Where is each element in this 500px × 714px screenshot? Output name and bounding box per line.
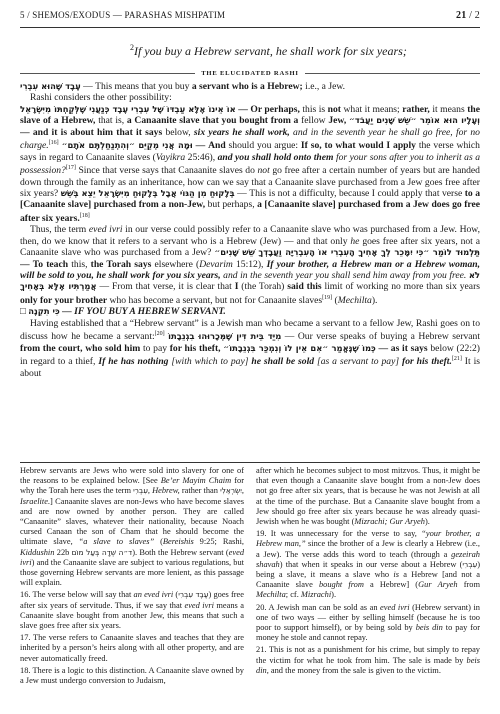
footnote [256,466,480,527]
text-run: eved ivri [20,547,244,567]
text-run: ; cf. [285,590,301,600]
text-run: Be’er Mayim Chaim [160,476,232,486]
text-run: ) that when it speaks in our verse about a Hebrew ( [279,559,463,569]
text-run: eved ivri [88,224,123,236]
text-run: who has become a servant, but not for Canaanite slaves [107,295,323,307]
text-run: ( [173,590,179,600]
dibbur-hamaschil [20,306,480,317]
text-run: — as it says [375,342,428,354]
text-run: — IF YOU BUY A HEBREW SERVANT. [59,306,226,318]
text-run: Kiddushin [20,547,55,557]
text-run: ). [331,590,337,600]
text-run: since the brother of a Jew is clearly a Hebrew (i.e., a Jew). The verse adds this word to teach (through a [256,539,480,559]
text-run: , [241,486,244,496]
text-run: this, [68,258,91,270]
text-run: — Our verse speaks of buying a Hebrew servant [281,331,480,343]
text-run: — and it is about him that it says [20,126,163,138]
text-run: Rashi considers the other possibility: [30,92,172,104]
running-header [20,4,480,26]
text-run: below, [162,126,194,138]
footnotes [20,466,480,710]
text-run: eved ivri [184,600,214,610]
text-run: כִּי תִקְנֶה [28,306,60,317]
text-run: 17. The verse refers to Canaanite slaves and teaches that they are inherited by a person’s heirs along with all other property, and are never automatically freed. [20,633,244,663]
text-run: below (22:2) in regard to a thief, [20,342,480,368]
text-run: fellow [298,115,329,127]
commentary-paragraph [20,224,480,306]
text-run: Mizrachi [300,590,332,600]
footnote [256,603,480,644]
section-banner [20,67,480,79]
text-run: from [457,580,480,590]
text-run: go free after a certain number of years but are handed down through the family as an inheritance, how can we say that a Canaanite slave purchased from a Jew goes free after six years? [20,165,480,200]
text-run: rather than [179,486,221,496]
text-run: Hebrew, [152,486,180,496]
text-run: limit of working no more than six years [321,281,480,293]
text-run: in our verse could possibly refer to a Canaanite slave who was purchased from a Jew. How, then, do we know that it refers to a servant who is a Hebrew (Jew) — and that only [20,224,480,247]
text-run: ד״ה שְׁדָה בְּעַל מוֹם [71,547,133,557]
text-run: 21. This is not as a punishment for his crime, but simply to repay the victim for what he took from him. The sale is made by [256,645,480,665]
text-run: עִבְרִי [133,486,148,496]
text-run: a Hebrew [and not a Canaanite slave [256,570,480,590]
text-run: he shall be sold [251,356,315,368]
text-run: Mechilta [337,295,372,307]
text-run: Since that verse says that Canaanite slaves do [75,165,258,177]
text-run: Devarim [199,258,233,270]
footnote [20,466,244,588]
text-run: beis din [415,623,443,633]
text-run: [20] [154,331,165,338]
text-run: a [Canaanite slave] purchased from a Jew does go free after six years. [20,199,480,225]
text-run: It is about [20,356,480,379]
header-rule [20,27,480,28]
text-run: ) and the Canaanite slave are subject to various regulations, but those governing Hebrew servants are more lenient, as this passage will explain. [20,557,244,588]
text-run: and in the seventh year he shall go free, for no charge. [20,126,480,152]
text-run: for your sons after you to inherit as a possession? [20,151,480,177]
text-run: an eved ivri [133,590,174,600]
text-run: If you buy a Hebrew servant, he shall work for six years; [134,44,407,58]
text-run: / 2 [466,9,480,21]
text-run: 19. It was unnecessary for the verse to say, [256,529,422,539]
text-run: should you argue: [225,140,301,152]
text-run: ). [424,517,430,527]
text-run: from the court, who sold him [20,342,141,354]
text-run: לֹא אֲמַרְתִּיו אֶלָּא בְּאָחִיךָ [20,270,480,292]
text-run: [19] [322,294,333,301]
text-run: , [147,486,153,496]
text-run: Hebrew servants are Jews who were sold into slavery for one of the reasons to be explained below. [See [20,466,244,486]
text-run: elsewhere ( [151,258,200,270]
text-run: and in the seventh year you shall send him away from you free. [220,270,467,282]
text-run: 9:25; Rashi, [193,537,244,547]
text-run: כְּמוֹ שֶׁנֶּאֱמַר ״אִם אֵין לוֹ וְנִמְכַּר בִּגְנֵבָתוֹ״ [223,342,376,353]
text-run: beis din [256,655,480,675]
text-run: a Hebrew] ( [363,580,419,590]
text-run: rather, [402,103,430,115]
commentary-body [20,81,480,458]
footnote-column-right [256,466,480,710]
text-run: said this [287,281,322,293]
text-run: [17] [65,165,76,172]
text-run: 20. A Jewish man can be sold as an [256,602,381,612]
footnote-divider [20,462,480,463]
text-run: — This is not a difficulty, because I could apply that verse [234,188,465,200]
text-run: Israelite [20,496,48,506]
commentary-paragraph [20,81,480,92]
text-run: עִבְרִי [462,559,478,569]
text-run: עֶבֶד עִבְרִי [178,590,209,600]
banner-label: THE ELUCIDATED RASHI [201,69,299,77]
text-run: not [327,103,341,115]
text-run: only for your brother [20,295,108,307]
text-run: six years he shall work, [193,126,290,138]
text-run: after which he becomes subject to most mitzvos. Thus, it might be that even though a Canaanite slave bought from a non-Jew does not go free after six years, that is because he was not Jewish at all at the time of the purchase. But a Canaanite slave bought from a Jew should go free after six years because he was already quasi-Jewish when he was bought ( [256,466,480,527]
text-run: בְּלָקוּחַ מִן הַגּוֹי אֲבָל בְּלָקוּחַ מִיִּשְׂרָאֵל יֵצֵא בְּשֵׁשׁ [60,188,235,199]
text-run: [21] [451,356,462,363]
text-run: this is [299,103,328,115]
text-run: Mizrachi; Gur Aryeh [354,517,425,527]
text-run: is [393,570,399,580]
text-run: bought from [318,580,364,590]
text-run: and you shall hold onto them [217,151,334,163]
text-run: מִיַּד בֵּית דִּין שֶׁמְּכָרוּהוּ בִגְנֵבָתוֹ [168,331,282,342]
text-run: ). [371,295,378,307]
text-run: — To teach [20,258,69,270]
text-run: it means [429,103,468,115]
verse-number: 2 [130,43,134,52]
text-run: 15:12), [232,258,267,270]
text-run: goes free after six years, not a Canaanite slave who was purchased from a Jew? [20,235,480,259]
text-run: [16] [48,140,59,147]
banner-line-right [305,73,480,74]
text-run: 22b [54,547,72,557]
text-run: [18] [79,212,90,219]
text-run: “your brother, a Hebrew man,” [256,529,480,549]
text-run: a servant who is a Hebrew; [191,81,303,92]
text-run: a Canaanite slave that you bought from a [126,115,299,127]
text-run: If your brother, a Hebrew man or a Hebrew woman, will be sold to you, he shall work for you six years, [20,258,480,282]
text-run: [as a servant to pay] [314,356,403,368]
text-run: Gur Aryeh [418,580,458,590]
text-run: 16. The verse below will say that [20,590,134,600]
text-run: וְעָלָיו הוּא אוֹמֵר ״שֵׁשׁ שָׁנִים יַעֲבֹד״ [348,115,480,126]
text-run: Vayikra [155,151,186,163]
text-run: but perhaps, [205,199,258,211]
text-run: i.e., a Jew. [302,81,346,92]
footnote [20,666,244,686]
header-title: 5 / SHEMOS/EXODUS — PARASHAS MISHPATIM [20,10,226,20]
text-run: תַּלְמוּד לוֹמַר ״כִּי יִמָּכֵר לְךָ אָחִיךָ הָעִבְרִי אוֹ הָעִבְרִיָּה וַעֲבָדְךָ שֵׁשׁ שָׁנִים״ [214,247,480,258]
banner-line-left [20,73,195,74]
text-run: (Hebrew servant) in one of two ways — either by selling himself (because he is too poor to support himself), or by being sold by [256,602,480,633]
text-run: gezeirah shavah [256,549,480,569]
footnote [256,529,480,600]
text-run: “a slave to slaves” [78,537,155,547]
text-run: אוֹ אֵינוֹ אֶלָּא עַבְדּוֹ שֶׁל עִבְרִי עֶבֶד כְּנַעֲנִי שֶׁלְּקַחְתּוֹ מִיִּשְׂרָאֵל [20,103,236,114]
text-run: to pay [140,342,170,354]
text-run: Having established that a “Hebrew servant” is a Jewish man who became a servant to a fellow Jew, Rashi goes on to discuss how he became a servant: [20,317,480,343]
text-run: ) being a slave, it means a slave who [256,559,480,580]
text-run: to pay for money he stole and cannot repay. [256,623,480,643]
text-run: Thus, the term [30,224,89,236]
text-run: to a [Canaanite slave] purchased from a non-Jew, [20,188,480,211]
text-run: Bereishis [162,537,194,547]
text-run: means a Canaanite slave bought from another Jew, this means that such a slave goes free after six years. [20,600,244,631]
text-run: what it means; [341,103,403,115]
text-run: 21 [456,9,467,21]
text-run: If he has nothing [98,356,169,368]
commentary-paragraph [20,318,480,379]
text-run: eved ivri [380,602,410,612]
text-run: 18. There is a logic to this distinction. A Canaanite slave owned by a Jew must undergo conversion to Judaism, [20,665,244,686]
text-run: — Or perhaps, [235,103,300,115]
text-run: ( [332,295,338,307]
commentary-paragraph [20,92,480,103]
text-run: the verse which says in regard to Canaanite slaves ( [20,140,480,163]
text-run: for why the Torah here uses the term [20,476,244,496]
text-run: יִשְׂרְאֵלִי [220,486,242,496]
text-run: that is, [95,115,127,127]
text-run: (the Torah) [238,281,288,293]
text-run: Mechilta [256,590,286,600]
text-run: ) goes free after six years of servitude. Thus, if we say that [20,590,244,610]
text-run: — From that verse, it is clear that [96,281,235,293]
text-run: .] Canaanite slaves are non-Jews who have become slaves and are now owned by another person. They are called “Canaanite” slaves, whatever their nationality, because Noach cursed Canaan the son of Cham that he should become the ultimate slave, [20,496,244,547]
text-run: עֶבֶד שֶׁהוּא עִבְרִי [20,81,81,91]
text-run: ( [154,537,163,547]
text-run: 25:46), [185,151,218,163]
text-run: the slave of a Hebrew, [20,103,480,127]
text-run: וּמָה אֲנִי מְקַיֵּם ״וְהִתְנַחַלְתֶּם אֹתָם״ [61,140,193,151]
text-run: the Torah says [90,258,152,270]
text-run: he [350,235,360,247]
text-run: I [234,281,239,293]
footnote-column-left [20,466,244,710]
footnote [20,590,244,631]
text-run: — And [192,140,226,152]
page-number [456,10,480,21]
text-run: for his theft. [402,356,452,368]
commentary-paragraph [20,104,480,225]
text-run: If so, to what would I apply [300,140,416,152]
box-marker: □ [20,306,26,318]
text-run: ). Both the Hebrew servant ( [132,547,229,557]
text-run: [with which to pay] [168,356,252,368]
text-run: Jew, [328,115,347,127]
text-run: for his theft, [169,342,221,354]
footnote [20,633,244,664]
footnote [256,645,480,676]
verse-text [130,40,480,59]
text-run: , and the money from the sale is given to the victim. [266,665,441,675]
text-run: — This means that you buy [80,81,192,92]
text-run: not [257,165,270,177]
